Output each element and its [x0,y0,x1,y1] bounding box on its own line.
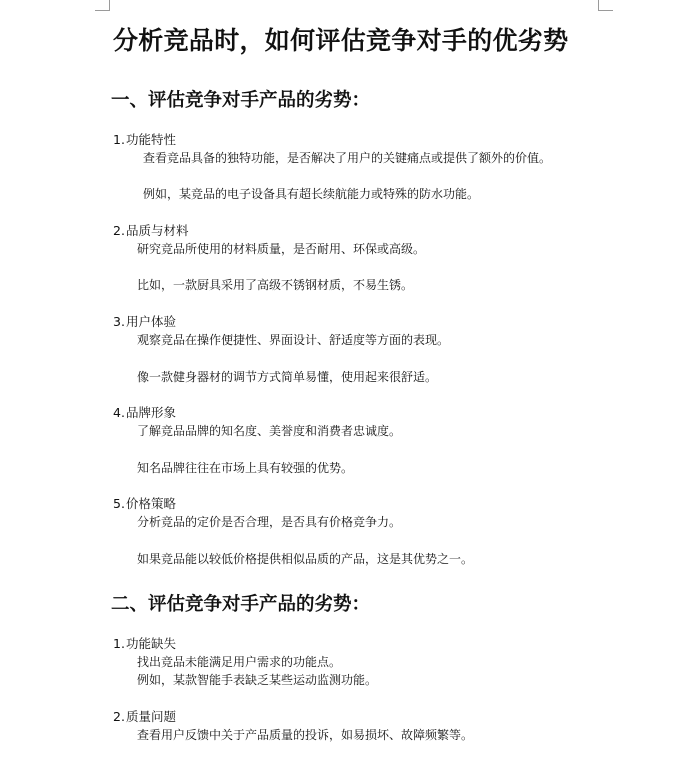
list-item-label: 品质与材料 [126,223,189,238]
list-item-title [113,221,189,239]
document-title: 分析竞品时，如何评估竞争对手的优劣势 [113,26,569,55]
item-example: 如果竞品能以较低价格提供相似品质的产品，这是其优势之一。 [137,552,474,566]
item-description: 找出竞品未能满足用户需求的功能点。 [137,655,342,669]
list-item-number: 2. [113,223,125,238]
list-item-title [113,634,176,652]
item-description: 查看用户反馈中关于产品质量的投诉，如易损坏、故障频繁等。 [137,728,474,742]
list-item-label: 质量问题 [126,709,177,724]
list-item-label: 品牌形象 [126,405,177,420]
item-example: 知名品牌往往在市场上具有较强的优势。 [137,461,354,475]
list-item-label: 功能特性 [126,132,177,147]
list-item-title [113,403,176,421]
section-heading-2: 二、评估竞争对手产品的劣势： [111,594,371,615]
list-item-number: 4. [113,405,125,420]
list-item-title [113,130,176,148]
list-item-number: 1. [113,132,125,147]
item-example: 例如，某竞品的电子设备具有超长续航能力或特殊的防水功能。 [143,187,480,201]
item-description: 观察竞品在操作便捷性、界面设计、舒适度等方面的表现。 [137,333,450,347]
list-item-number: 3. [113,314,125,329]
item-example: 比如，一款厨具采用了高级不锈钢材质，不易生锈。 [137,278,414,292]
item-example: 例如，某款智能手表缺乏某些运动监测功能。 [137,673,378,687]
list-item-number: 1. [113,636,125,651]
list-item-title [113,312,176,330]
item-description: 查看竞品具备的独特功能，是否解决了用户的关键痛点或提供了额外的价值。 [143,151,552,165]
list-item-label: 用户体验 [126,314,177,329]
item-example: 像一款健身器材的调节方式简单易懂，使用起来很舒适。 [137,370,438,384]
list-item-number: 2. [113,709,125,724]
list-item-label: 功能缺失 [126,636,177,651]
item-description: 研究竞品所使用的材料质量，是否耐用、环保或高级。 [137,242,426,256]
list-item-label: 价格策略 [126,496,177,511]
list-item-title [113,707,176,725]
item-description: 分析竞品的定价是否合理，是否具有价格竞争力。 [137,515,402,529]
list-item-number: 5. [113,496,125,511]
section-heading-1: 一、评估竞争对手产品的劣势： [111,90,371,111]
list-item-title [113,494,176,512]
item-description: 了解竞品品牌的知名度、美誉度和消费者忠诚度。 [137,424,402,438]
